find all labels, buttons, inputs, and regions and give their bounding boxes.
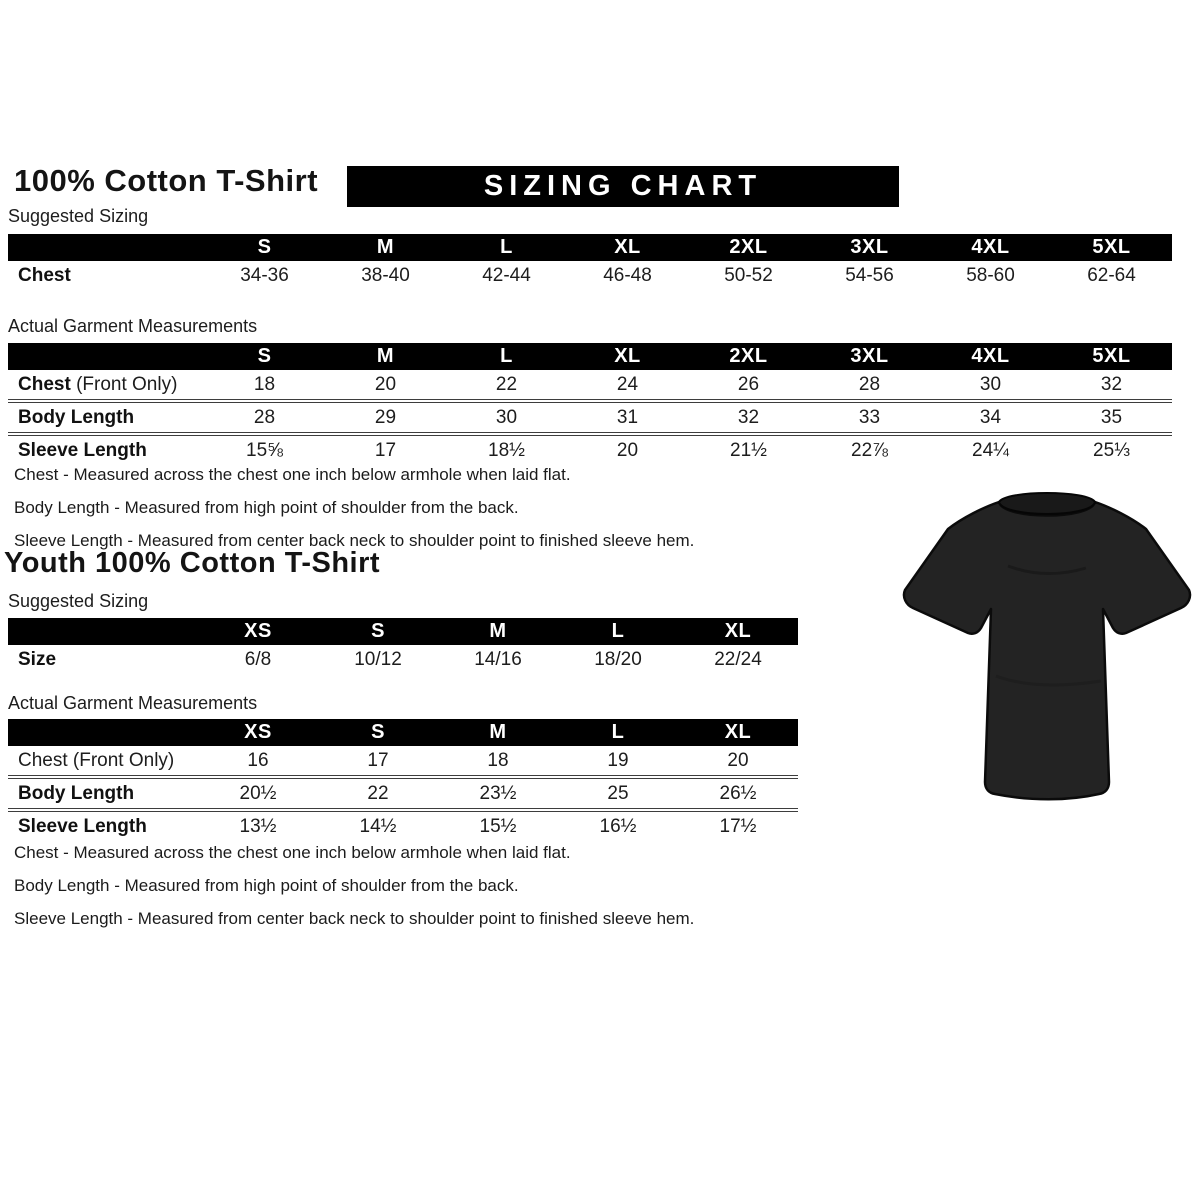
measurement-value-cell: 30	[446, 401, 567, 434]
measurement-value-cell: 28	[858, 373, 881, 395]
header-row	[8, 618, 798, 645]
measurement-value-cell: 34	[930, 401, 1051, 434]
measurement-value-cell: 16	[247, 749, 269, 771]
measurement-value-cell: 58-60	[966, 264, 1015, 286]
corner-cell	[8, 343, 204, 370]
measurement-value-cell: 10/12	[354, 648, 402, 670]
size-column-header: XL	[678, 618, 798, 645]
measurement-value-cell: 42-44	[482, 264, 531, 286]
measurement-value-cell: 29	[325, 401, 446, 434]
measurement-value-cell: 25⅓	[1051, 434, 1172, 465]
measurement-value-cell: 21½	[688, 434, 809, 465]
size-column-header: S	[318, 618, 438, 645]
size-column-header: XL	[567, 234, 688, 261]
measurement-value-cell: 18	[253, 373, 276, 395]
black-tshirt-image	[893, 476, 1199, 806]
row-label: Size	[18, 648, 57, 670]
measurement-value-cell: 22/24	[714, 648, 762, 670]
measurement-value-cell: 13½	[198, 810, 318, 841]
tshirt-collar-shape	[999, 493, 1095, 514]
youth-suggested-sizing-table	[8, 618, 798, 674]
size-column-header: M	[325, 343, 446, 370]
size-column-header: 3XL	[809, 234, 930, 261]
measurement-value-cell: 20½	[198, 777, 318, 810]
note-line: Body Length - Measured from high point of shoulder from the back.	[14, 876, 519, 895]
table-row	[8, 645, 798, 674]
size-column-header: L	[558, 719, 678, 746]
table-row	[8, 401, 1172, 434]
size-column-header: XL	[567, 343, 688, 370]
note-line: Sleeve Length - Measured from center back neck to shoulder point to finished sleeve hem.	[14, 531, 695, 550]
measurement-value-cell: 30	[979, 373, 1002, 395]
size-column-header: XS	[198, 618, 318, 645]
measurement-value-cell: 23½	[438, 777, 558, 810]
size-column-header: L	[446, 234, 567, 261]
youth-actual-measurements-table	[8, 719, 798, 841]
measurement-value-cell: 19	[607, 749, 629, 771]
measurement-value-cell: 17½	[678, 810, 798, 841]
measurement-value-cell: 20	[727, 749, 749, 771]
size-column-header: 5XL	[1051, 343, 1172, 370]
measurement-value-cell: 38-40	[361, 264, 410, 286]
header-row	[8, 343, 1172, 370]
size-column-header: L	[446, 343, 567, 370]
row-label: Sleeve Length	[8, 810, 198, 841]
size-column-header: XS	[198, 719, 318, 746]
measurement-value-cell: 24	[616, 373, 639, 395]
adult-suggested-sizing-label: Suggested Sizing	[8, 206, 149, 226]
youth-actual-measurements-label: Actual Garment Measurements	[8, 693, 258, 713]
measurement-value-cell: 31	[567, 401, 688, 434]
measurement-value-cell: 14½	[318, 810, 438, 841]
header-row	[8, 234, 1172, 261]
note-line: Sleeve Length - Measured from center back neck to shoulder point to finished sleeve hem.	[14, 909, 695, 928]
measurement-value-cell: 46-48	[603, 264, 652, 286]
header-row	[8, 719, 798, 746]
size-column-header: 2XL	[688, 234, 809, 261]
size-column-header: L	[558, 618, 678, 645]
measurement-value-cell: 54-56	[845, 264, 894, 286]
size-column-header: XL	[678, 719, 798, 746]
measurement-value-cell: 26	[737, 373, 760, 395]
size-column-header: 4XL	[930, 234, 1051, 261]
table-row	[8, 261, 1172, 290]
row-label: Chest (Front Only)	[18, 373, 178, 395]
size-column-header: 5XL	[1051, 234, 1172, 261]
size-column-header: S	[318, 719, 438, 746]
row-label: Body Length	[8, 401, 204, 434]
measurement-value-cell: 15⅝	[204, 434, 325, 465]
corner-cell	[8, 618, 198, 645]
youth-page-title: Youth 100% Cotton T-Shirt	[4, 547, 381, 579]
measurement-value-cell: 16½	[558, 810, 678, 841]
measurement-value-cell: 28	[204, 401, 325, 434]
measurement-value-cell: 26½	[678, 777, 798, 810]
measurement-value-cell: 62-64	[1087, 264, 1136, 286]
measurement-value-cell: 22⅞	[809, 434, 930, 465]
corner-cell	[8, 234, 204, 261]
row-label: Body Length	[8, 777, 198, 810]
table-row	[8, 746, 798, 777]
measurement-value-cell: 17	[325, 434, 446, 465]
page-title: 100% Cotton T-Shirt	[14, 163, 319, 198]
measurement-value-cell: 20	[374, 373, 397, 395]
row-label: Sleeve Length	[8, 434, 204, 465]
size-column-header: S	[204, 343, 325, 370]
measurement-value-cell: 20	[567, 434, 688, 465]
size-column-header: 2XL	[688, 343, 809, 370]
size-column-header: S	[204, 234, 325, 261]
note-line: Chest - Measured across the chest one inch below armhole when laid flat.	[14, 465, 571, 484]
youth-suggested-sizing-label: Suggested Sizing	[8, 591, 149, 611]
measurement-value-cell: 33	[809, 401, 930, 434]
size-column-header: 3XL	[809, 343, 930, 370]
measurement-value-cell: 22	[318, 777, 438, 810]
measurement-value-cell: 25	[558, 777, 678, 810]
row-label: Chest	[18, 264, 71, 286]
size-column-header: M	[325, 234, 446, 261]
note-line: Chest - Measured across the chest one inch below armhole when laid flat.	[14, 843, 571, 862]
adult-actual-measurements-label: Actual Garment Measurements	[8, 316, 258, 336]
measurement-value-cell: 22	[495, 373, 518, 395]
youth-measurement-notes	[14, 841, 694, 940]
measurement-value-cell: 24¼	[930, 434, 1051, 465]
adult-actual-measurements-table	[8, 343, 1172, 465]
measurement-value-cell: 18½	[446, 434, 567, 465]
table-row	[8, 370, 1172, 401]
table-row	[8, 434, 1172, 465]
sizing-chart-banner-text: SIZING CHART	[483, 170, 763, 202]
table-row	[8, 777, 798, 810]
tshirt-body-shape	[904, 502, 1190, 799]
size-column-header: M	[438, 719, 558, 746]
measurement-value-cell: 35	[1051, 401, 1172, 434]
row-label-suffix: (Front Only)	[70, 373, 178, 395]
row-label: Chest (Front Only)	[18, 749, 175, 771]
note-line: Body Length - Measured from high point of shoulder from the back.	[14, 498, 519, 517]
adult-suggested-sizing-table	[8, 234, 1172, 290]
measurement-value-cell: 18/20	[594, 648, 642, 670]
measurement-value-cell: 32	[1100, 373, 1123, 395]
measurement-value-cell: 50-52	[724, 264, 773, 286]
sizing-chart-banner	[347, 166, 899, 207]
corner-cell	[8, 719, 198, 746]
measurement-value-cell: 15½	[438, 810, 558, 841]
measurement-value-cell: 17	[367, 749, 389, 771]
measurement-value-cell: 14/16	[474, 648, 522, 670]
size-column-header: M	[438, 618, 558, 645]
measurement-value-cell: 32	[688, 401, 809, 434]
measurement-value-cell: 34-36	[240, 264, 289, 286]
size-column-header: 4XL	[930, 343, 1051, 370]
measurement-value-cell: 18	[487, 749, 509, 771]
measurement-value-cell: 6/8	[244, 648, 272, 670]
table-row	[8, 810, 798, 841]
